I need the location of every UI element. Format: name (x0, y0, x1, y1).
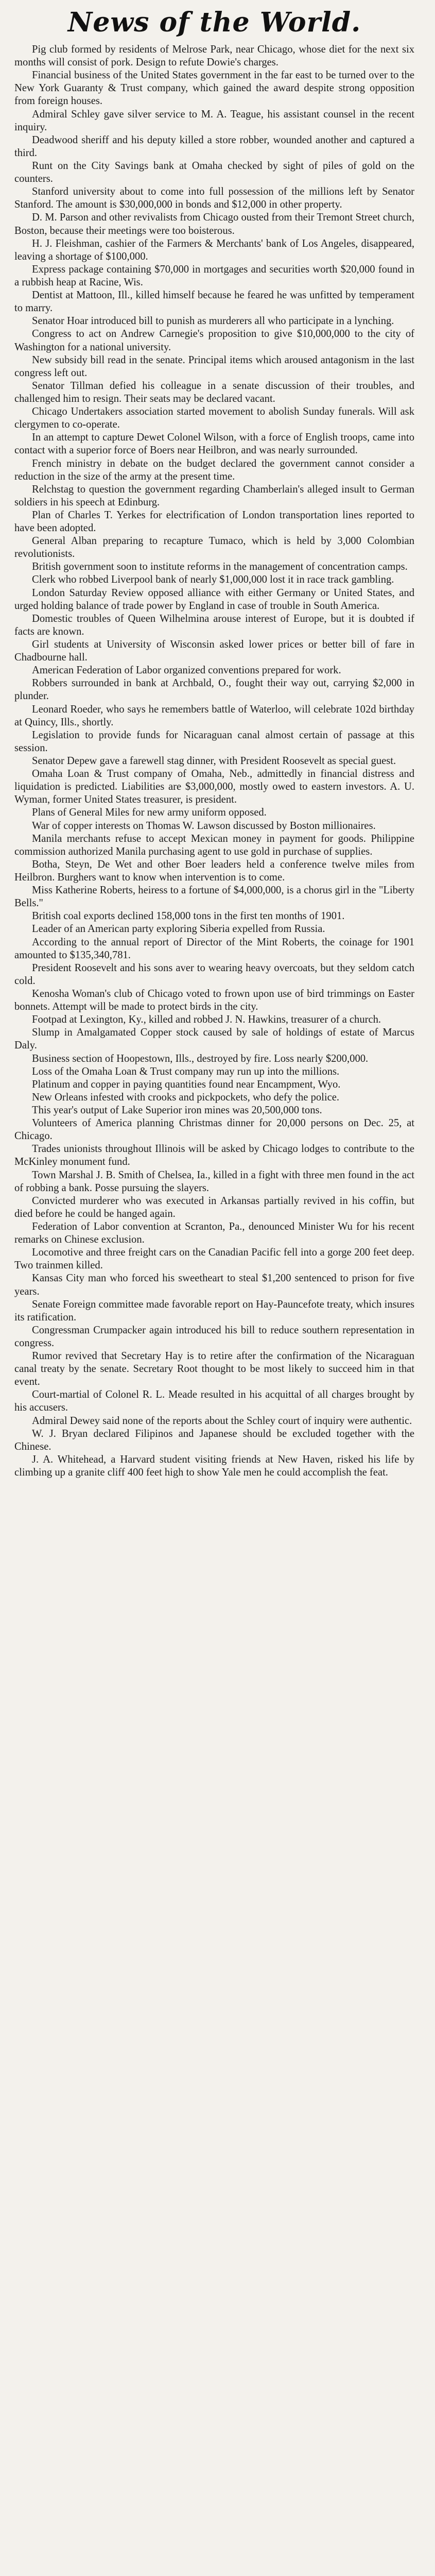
news-item: Volunteers of America planning Christmas dinner for 20,000 persons on Dec. 25, at Chicago. (14, 1117, 414, 1142)
news-item: French ministry in debate on the budget declared the government cannot consider a reduction in the size of the army at the present time. (14, 457, 414, 482)
news-item: Leonard Roeder, who says he remembers battle of Waterloo, will celebrate 102d birthday at Quincy, Ills., shortly. (14, 703, 414, 728)
news-item: Federation of Labor convention at Scranton, Pa., denounced Minister Wu for his recent remarks on Chinese exclusion. (14, 1221, 414, 1246)
news-item: Financial business of the United States government in the far east to be turned over to the New York Guaranty & Trust company, which gained the award despite strong opposition from foreign houses. (14, 70, 414, 107)
news-item: Senator Hoar introduced bill to punish as murderers all who participate in a lynching. (32, 315, 394, 327)
news-item: Congressman Crumpacker again introduced his bill to reduce southern representation in congress. (14, 1324, 414, 1349)
news-item: In an attempt to capture Dewet Colonel Wilson, with a force of English troops, came into contact with a superior force of Boers near Heilbron, and was nearly surrounded. (14, 432, 414, 456)
news-item: Manila merchants refuse to accept Mexican money in payment for goods. Philippine commission authorized Manila purchasing agent to use gold in purchase of supplies. (14, 833, 414, 857)
news-item: Deadwood sheriff and his deputy killed a store robber, wounded another and captured a third. (14, 134, 414, 159)
news-item: Domestic troubles of Queen Wilhelmina arouse interest of Europe, but it is doubted if facts are known. (14, 613, 414, 637)
news-item: Senator Tillman defied his colleague in a senate discussion of their troubles, and challenged him to resign. Their seats may be declared vacant. (14, 380, 414, 404)
news-item: According to the annual report of Director of the Mint Roberts, the coinage for 1901 amounted to $135,340,781. (14, 936, 414, 961)
news-item: Admiral Schley gave silver service to M. A. Teague, his assistant counsel in the recent inquiry. (14, 108, 414, 133)
news-item: Footpad at Lexington, Ky., killed and robbed J. N. Hawkins, treasurer of a church. (32, 1014, 381, 1026)
news-item: Clerk who robbed Liverpool bank of nearly $1,000,000 lost it in race track gambling. (32, 574, 394, 586)
news-item: Senator Depew gave a farewell stag dinner, with President Roosevelt as special guest. (32, 755, 396, 767)
news-item: British coal exports declined 158,000 tons in the first ten months of 1901. (32, 910, 345, 922)
news-item: American Federation of Labor organized conventions prepared for work. (32, 665, 341, 676)
news-item: Dentist at Mattoon, Ill., killed himself because he feared he was unfitted by temperament to marry. (14, 290, 414, 314)
news-item: H. J. Fleishman, cashier of the Farmers & Merchants' bank of Los Angeles, disappeared, leaving a shortage of $100,000. (14, 238, 414, 262)
news-item: Business section of Hoopestown, Ills., destroyed by fire. Loss nearly $200,000. (32, 1053, 369, 1064)
news-item: Plan of Charles T. Yerkes for electrification of London transportation lines reported to have been adopted. (14, 509, 414, 534)
news-item: New subsidy bill read in the senate. Principal items which aroused antagonism in the last congress left out. (14, 354, 414, 379)
news-item: Omaha Loan & Trust company of Omaha, Neb., admittedly in financial distress and liquidation is predicted. Liabilities are $3,000,000, mostly owed to eastern investors. A. U. Wyman, former United States treasurer, is president. (14, 768, 414, 806)
news-item: Legislation to provide funds for Nicaraguan canal almost certain of passage at this session. (14, 729, 414, 754)
news-item: London Saturday Review opposed alliance with either Germany or United States, and urged holding balance of trade power by England in case of trouble in South America. (14, 587, 414, 612)
news-item: W. J. Bryan declared Filipinos and Japanese should be excluded together with the Chinese. (14, 1428, 414, 1452)
page-title: News of the World. (67, 7, 361, 38)
news-item: Admiral Dewey said none of the reports about the Schley court of inquiry were authentic. (32, 1415, 412, 1427)
news-item: J. A. Whitehead, a Harvard student visiting friends at New Haven, risked his life by climbing up a granite cliff 400 feet high to show Yale men he could accomplish the feat. (14, 1453, 414, 1479)
news-item: Court-martial of Colonel R. L. Meade resulted in his acquittal of all charges brought by his accusers. (14, 1389, 414, 1414)
news-item: Botha, Steyn, De Wet and other Boer leaders held a conference twelve miles from Heilbron. Burghers want to know when intervention is to come. (14, 858, 414, 883)
news-item: Leader of an American party exploring Siberia expelled from Russia. (32, 923, 325, 935)
news-item: Express package containing $70,000 in mortgages and securities worth $20,000 found in a rubbish heap at Racine, Wis. (14, 263, 414, 288)
news-item: Slump in Amalgamated Copper stock caused by sale of holdings of estate of Marcus Daly. (14, 1027, 414, 1052)
news-item: This year's output of Lake Superior iron mines was 20,500,000 tons. (32, 1104, 322, 1116)
news-item: Kenosha Woman's club of Chicago voted to frown upon use of bird trimmings on Easter bonnets. Attempt will be made to protect birds in the city. (14, 988, 414, 1013)
news-item: Runt on the City Savings bank at Omaha checked by sight of piles of gold on the counters. (14, 160, 414, 185)
news-item: Convicted murderer who was executed in Arkansas partially revived in his coffin, but died before he could be hanged again. (14, 1195, 414, 1219)
news-item: Platinum and copper in paying quantities found near Encampment, Wyo. (32, 1078, 341, 1090)
news-item: Loss of the Omaha Loan & Trust company may run up into the millions. (32, 1065, 340, 1077)
news-items-list (14, 43, 414, 1479)
news-item: Rumor revived that Secretary Hay is to retire after the confirmation of the Nicaraguan canal treaty by the senate. Secretary Root thought to be most likely to succeed him in that event. (14, 1350, 414, 1388)
news-item: New Orleans infested with crooks and pickpockets, who defy the police. (32, 1091, 340, 1103)
news-item: Town Marshal J. B. Smith of Chelsea, Ia., killed in a fight with three men found in the act of robbing a bank. Posse pursuing the slayers. (14, 1169, 414, 1194)
news-item: Pig club formed by residents of Melrose Park, near Chicago, whose diet for the next six months will consist of pork. Design to refute Dowie's charges. (14, 44, 414, 69)
news-item: Chicago Undertakers association started movement to abolish Sunday funerals. Will ask clergymen to co-operate. (14, 406, 414, 431)
news-item: Relchstag to question the government regarding Chamberlain's alleged insult to German soldiers in his speech at Edinburg. (14, 483, 414, 508)
news-item: Stanford university about to come into full possession of the millions left by Senator Stanford. The amount is $30,000,000 in bonds and $12,000 in other property. (14, 186, 414, 211)
news-item: British government soon to institute reforms in the management of concentration camps. (32, 561, 408, 573)
news-item: General Alban preparing to recapture Tumaco, which is held by 3,000 Colombian revolutionists. (14, 535, 414, 560)
news-item: Robbers surrounded in bank at Archbald, O., fought their way out, carrying $2,000 in plunder. (14, 677, 414, 702)
news-item: Miss Katherine Roberts, heiress to a fortune of $4,000,000, is a chorus girl in the "Liberty Bells." (14, 885, 414, 909)
news-item: Trades unionists throughout Illinois will be asked by Chicago lodges to contribute to the McKinley monument fund. (14, 1143, 414, 1168)
news-item: Congress to act on Andrew Carnegie's proposition to give $10,000,000 to the city of Washington for a national university. (14, 328, 414, 353)
news-item: President Roosevelt and his sons aver to wearing heavy overcoats, but they seldom catch cold. (14, 962, 414, 987)
news-item: Locomotive and three freight cars on the Canadian Pacific fell into a gorge 200 feet deep. Two trainmen killed. (14, 1247, 414, 1272)
news-item: Kansas City man who forced his sweetheart to steal $1,200 sentenced to prison for five years. (14, 1273, 414, 1297)
news-item: War of copper interests on Thomas W. Lawson discussed by Boston millionaires. (32, 820, 376, 832)
news-item: Girl students at University of Wisconsin asked lower prices or better bill of fare in Chadbourne hall. (14, 639, 414, 664)
news-item: Senate Foreign committee made favorable report on Hay-Pauncefote treaty, which insures its ratification. (14, 1298, 414, 1323)
news-item: Plans of General Miles for new army uniform opposed. (32, 807, 267, 819)
news-item: D. M. Parson and other revivalists from Chicago ousted from their Tremont Street church, Boston, because their meetings were too boisterous. (14, 212, 414, 236)
